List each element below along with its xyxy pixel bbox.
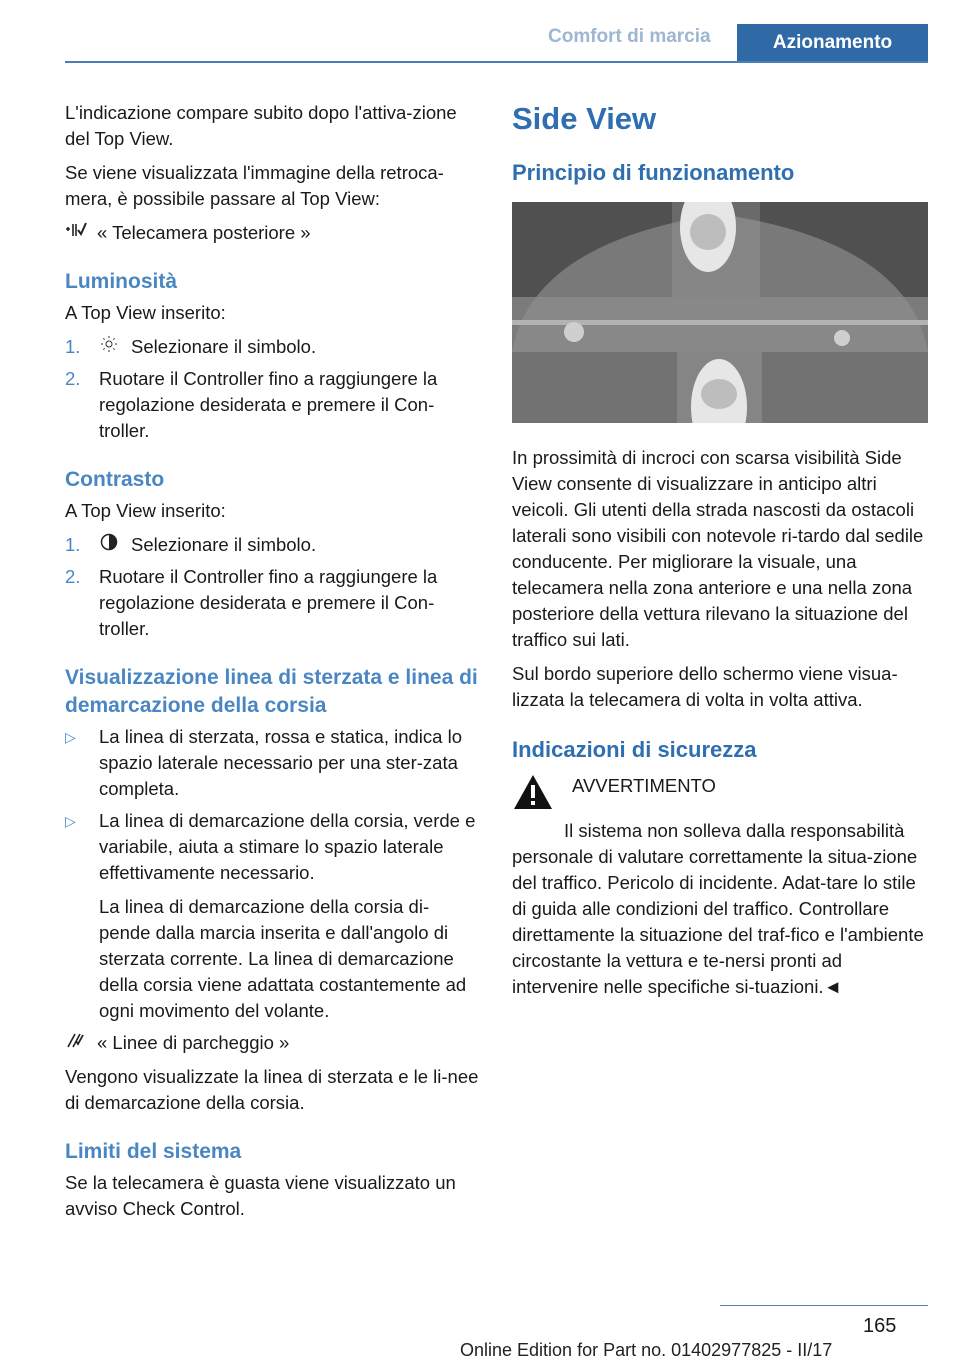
bullet-text: La linea di demarcazione della corsia, verde e variabile, aiuta a stimare lo spazio laterale effettivamente necessario. [99,810,476,883]
paragraph: A Top View inserito: [65,500,226,521]
heading-limiti: Limiti del sistema [65,1140,242,1163]
heading-luminosita: Luminosità [65,270,178,293]
list-number: 2. [65,566,81,587]
right-column [512,100,932,1008]
bullet-item [65,724,480,802]
list-number: 1. [65,336,81,357]
paragraph: L'indicazione compare subito dopo l'attiva-zione del Top View. [65,102,457,149]
warning-block [512,773,932,818]
side-view-illustration [512,202,928,423]
heading-principio: Principio di funzionamento [512,160,795,185]
brightness-icon [99,334,119,360]
parking-lines-label: « Linee di parcheggio » [97,1032,290,1053]
triangle-bullet-icon: ▷ [65,729,76,745]
list-text: Selezionare il simbolo. [131,534,317,555]
bullet-text: La linea di demarcazione della corsia di-pende dalla marcia inserita e dall'angolo di sterzata corrente. La linea di demarcazione della corsia viene adattata costantemente ad ogni movimento del volante. [99,896,467,1021]
paragraph: Se viene visualizzata l'immagine della retroca-mera, è possibile passare al Top View: [65,162,444,209]
header-tab-comfort: Comfort di marcia [548,26,711,47]
bullet-item [65,808,480,1024]
triangle-bullet-icon: ▷ [65,813,76,829]
left-column [65,100,480,1230]
heading-side-view: Side View [512,101,657,136]
paragraph: A Top View inserito: [65,302,226,323]
camera-option [65,220,480,246]
paragraph: Se la telecamera è guasta viene visualizzato un avviso Check Control. [65,1172,456,1219]
camera-option-label: « Telecamera posteriore » [97,222,311,243]
heading-visualizzazione: Visualizzazione linea di sterzata e linea di demarcazione della corsia [65,666,478,717]
rear-camera-icon [65,220,85,246]
list-item [65,564,480,642]
header-tab-azionamento: Azionamento [737,24,928,62]
list-number: 1. [65,534,81,555]
list-text: Ruotare il Controller fino a raggiungere la regolazione desiderata e premere il Con-troller. [99,566,438,639]
list-item [65,334,480,360]
edition-footer: Online Edition for Part no. 01402977825 - II/17 [460,1340,833,1360]
parking-lines-option [65,1030,480,1056]
contrast-icon [99,532,119,558]
warning-triangle-icon [512,773,572,818]
heading-sicurezza: Indicazioni di sicurezza [512,737,757,762]
footer-rule [720,1305,928,1306]
list-text: Selezionare il simbolo. [131,336,317,357]
parking-lines-icon [65,1030,85,1056]
list-item [65,532,480,558]
bullet-text: La linea di sterzata, rossa e statica, indica lo spazio laterale necessario per una ster-zata completa. [99,726,462,799]
paragraph: Sul bordo superiore dello schermo viene visua-lizzata la telecamera di volta in volta attiva. [512,663,898,710]
heading-contrasto: Contrasto [65,468,165,491]
list-number: 2. [65,368,81,389]
warning-title: AVVERTIMENTO [572,775,716,796]
header-rule [65,61,928,63]
paragraph: Vengono visualizzate la linea di sterzata e le li-nee di demarcazione della corsia. [65,1066,479,1113]
list-item [65,366,480,444]
list-text: Ruotare il Controller fino a raggiungere la regolazione desiderata e premere il Con-troller. [99,368,438,441]
page-number: 165 [863,1315,897,1337]
paragraph: In prossimità di incroci con scarsa visibilità Side View consente di visualizzare in anticipo altri veicoli. Gli utenti della strada nascosti da ostacoli laterali sono visibili con notevole ri-tardo dal sedile conducente. Per migliorare la visuale, una telecamera nella zona anteriore e una nella zona posteriore della vettura rilevano la situazione del traffico sui lati. [512,447,924,650]
warning-text: Il sistema non solleva dalla responsabilità personale di valutare correttamente la situa-zione del traffico. Pericolo di incidente. Adat-tare lo stile di guida alle condizioni del traffico. Controllare direttamente la situazione del traf-fico e l'ambiente circostante la vettura e te-nersi pronti ad intervenire nelle specifiche si-tuazioni.◄ [512,820,924,997]
